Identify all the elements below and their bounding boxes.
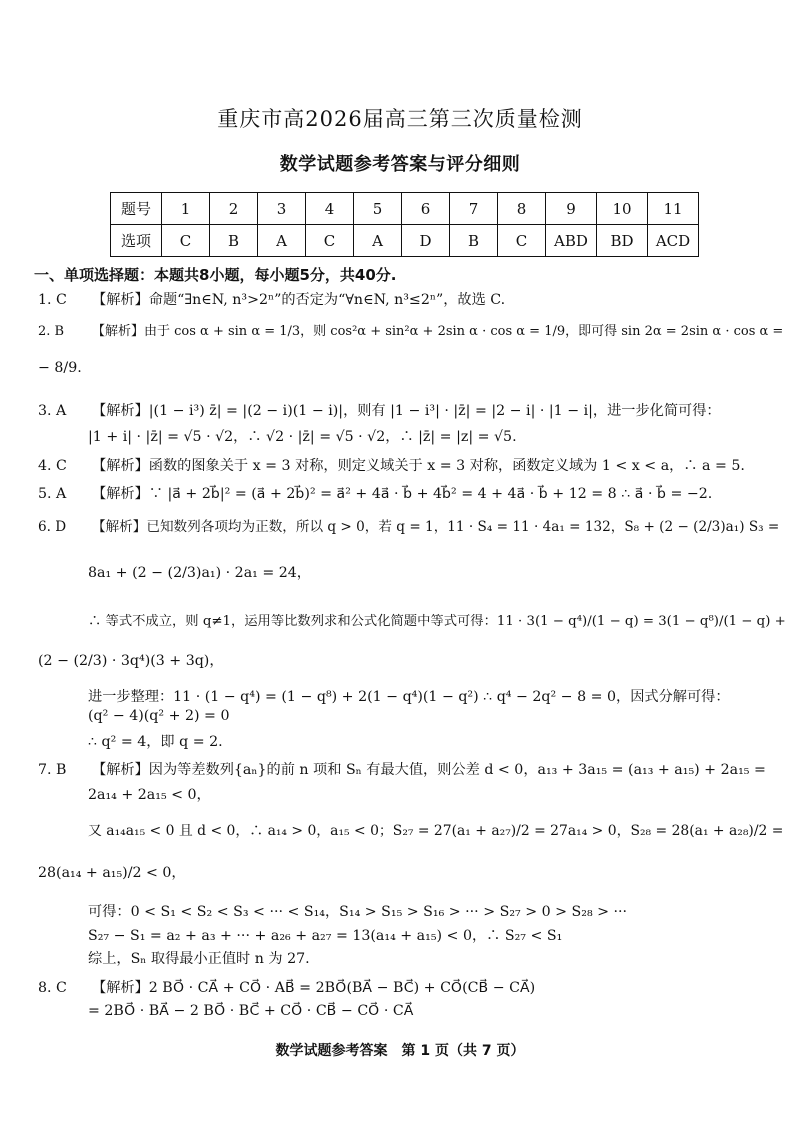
question-number-cell: 1 — [162, 193, 210, 225]
answer-cell: D — [402, 225, 450, 257]
question-number-cell: 7 — [450, 193, 498, 225]
answer-table-answer-row — [111, 225, 699, 257]
question-number: 4. C — [38, 458, 67, 474]
question-number: 6. D — [38, 519, 67, 535]
question-number-cell: 8 — [498, 193, 546, 225]
section-heading: 一、单项选择题：本题共8小题，每小题5分，共40分. — [34, 266, 397, 284]
solution-q1 — [38, 289, 505, 309]
solution-q5 — [38, 483, 712, 503]
solution-continuation: S₂₇ − S₁ = a₂ + a₃ + ··· + a₂₆ + a₂₇ = 13(a₁₄ + a₁₅) < 0，∴ S₂₇ < S₁ — [88, 928, 563, 944]
solution-text: 【解析】2 BO⃗ · CA⃗ + CO⃗ · AB⃗ = 2BO⃗(BA⃗ − BC⃗) + CO⃗(CB⃗ − CA⃗) — [92, 980, 536, 996]
question-number: 1. C — [38, 292, 67, 308]
question-number: 5. A — [38, 486, 67, 502]
solution-q4 — [38, 455, 745, 475]
answer-cell: B — [210, 225, 258, 257]
document-title: 重庆市高2026届高三第三次质量检测 — [217, 107, 583, 131]
answer-cell: C — [306, 225, 354, 257]
solution-continuation: 可得：0 < S₁ < S₂ < S₃ < ··· < S₁₄，S₁₄ > S₁₅ > S₁₆ > ··· > S₂₇ > 0 > S₂₈ > ··· — [88, 904, 628, 920]
answer-cell: B — [450, 225, 498, 257]
answer-cell: ABD — [546, 225, 597, 257]
solution-continuation: 又 a₁₄a₁₅ < 0 且 d < 0，∴ a₁₄ > 0，a₁₅ < 0；S₂₇ = 27(a₁ + a₂₇)/2 = 27a₁₄ > 0，S₂₈ = 28(a₁ + a₂₈)/2 = — [88, 823, 784, 839]
question-number: 8. C — [38, 980, 67, 996]
solution-continuation: − 8/9. — [38, 360, 82, 376]
question-number-cell: 6 — [402, 193, 450, 225]
answer-cell: A — [354, 225, 402, 257]
question-number-cell: 2 — [210, 193, 258, 225]
solution-q2 — [38, 320, 783, 339]
solution-text: 【解析】由于 cos α + sin α = 1/3，则 cos²α + sin²α + 2sin α · cos α = 1/9，即可得 sin 2α = 2sin α · cos α = — [92, 324, 784, 339]
answer-table-header-row — [111, 193, 699, 225]
solution-text: 【解析】∵ |a⃗ + 2b⃗|² = (a⃗ + 2b⃗)² = a⃗² + 4a⃗ · b⃗ + 4b⃗² = 4 + 4a⃗ · b⃗ + 12 = 8 ∴ a⃗ · b⃗ = −2. — [92, 486, 713, 502]
solution-text: 【解析】|(1 − i³) z̄| = |(2 − i)(1 − i)|，则有 |1 − i³| · |z̄| = |2 − i| · |1 − i|，进一步化简可得： — [92, 403, 721, 419]
answer-cell: C — [162, 225, 210, 257]
solution-continuation: ∴ q² = 4，即 q = 2. — [88, 734, 223, 750]
solution-text: 【解析】已知数列各项均为正数，所以 q > 0，若 q = 1，11 · S₄ = 11 · 4a₁ = 132，S₈ + (2 − (2/3)a₁) S₃ = — [92, 519, 780, 535]
solution-continuation: 2a₁₄ + 2a₁₅ < 0， — [88, 787, 211, 803]
solution-continuation: (q² − 4)(q² + 2) = 0 — [88, 708, 230, 724]
solution-q6 — [38, 515, 779, 535]
solution-continuation: 8a₁ + (2 − (2/3)a₁) · 2a₁ = 24， — [88, 565, 311, 581]
answer-cell: BD — [597, 225, 648, 257]
solution-continuation: (2 − (2/3) · 3q⁴)(3 + 3q)， — [38, 653, 224, 669]
question-number-cell: 9 — [546, 193, 597, 225]
solution-continuation: 综上，Sₙ 取得最小正值时 n 为 27. — [88, 951, 310, 967]
solution-continuation: 28(a₁₄ + a₁₅)/2 < 0， — [38, 865, 186, 881]
answer-table — [110, 192, 699, 257]
solution-text: 【解析】命题“∃n∈N, n³>2ⁿ”的否定为“∀n∈N, n³≤2ⁿ”，故选 C. — [92, 292, 506, 308]
question-number-cell: 11 — [648, 193, 699, 225]
solution-q3 — [38, 400, 721, 420]
table-answer-label: 选项 — [111, 225, 162, 257]
question-number-cell: 4 — [306, 193, 354, 225]
solution-text: 【解析】因为等差数列{aₙ}的前 n 项和 Sₙ 有最大值，则公差 d < 0，a₁₃ + 3a₁₅ = (a₁₃ + a₁₅) + 2a₁₅ = — [92, 762, 766, 778]
document-subtitle: 数学试题参考答案与评分细则 — [279, 154, 521, 175]
answer-cell: A — [258, 225, 306, 257]
solution-continuation: |1 + i| · |z̄| = √5 · √2，∴ √2 · |z̄| = √5 · √2，∴ |z̄| = |z| = √5. — [88, 429, 517, 445]
solution-continuation: 进一步整理：11 · (1 − q⁴) = (1 − q⁸) + 2(1 − q⁴)(1 − q²) ∴ q⁴ − 2q² − 8 = 0，因式分解可得： — [88, 689, 730, 705]
question-number: 7. B — [38, 762, 67, 778]
page-footer: 数学试题参考答案 第 1 页（共 7 页） — [275, 1043, 525, 1059]
solution-text: 【解析】函数的图象关于 x = 3 对称，则定义域关于 x = 3 对称，函数定义域为 1 < x < a，∴ a = 5. — [92, 458, 745, 474]
question-number-cell: 10 — [597, 193, 648, 225]
table-header-label: 题号 — [111, 193, 162, 225]
answer-cell: C — [498, 225, 546, 257]
solution-continuation: ∴ 等式不成立，则 q≠1，运用等比数列求和公式化简题中等式可得：11 · 3(1 − q⁴)/(1 − q) = 3(1 − q⁸)/(1 − q) + — [88, 614, 786, 629]
question-number: 2. B — [38, 324, 65, 339]
solution-continuation: = 2BO⃗ · BA⃗ − 2 BO⃗ · BC⃗ + CO⃗ · CB⃗ − CO⃗ · CA⃗ — [88, 1003, 414, 1019]
solution-q8 — [38, 977, 535, 997]
answer-cell: ACD — [648, 225, 699, 257]
solution-q7 — [38, 759, 766, 779]
question-number-cell: 5 — [354, 193, 402, 225]
question-number: 3. A — [38, 403, 67, 419]
question-number-cell: 3 — [258, 193, 306, 225]
